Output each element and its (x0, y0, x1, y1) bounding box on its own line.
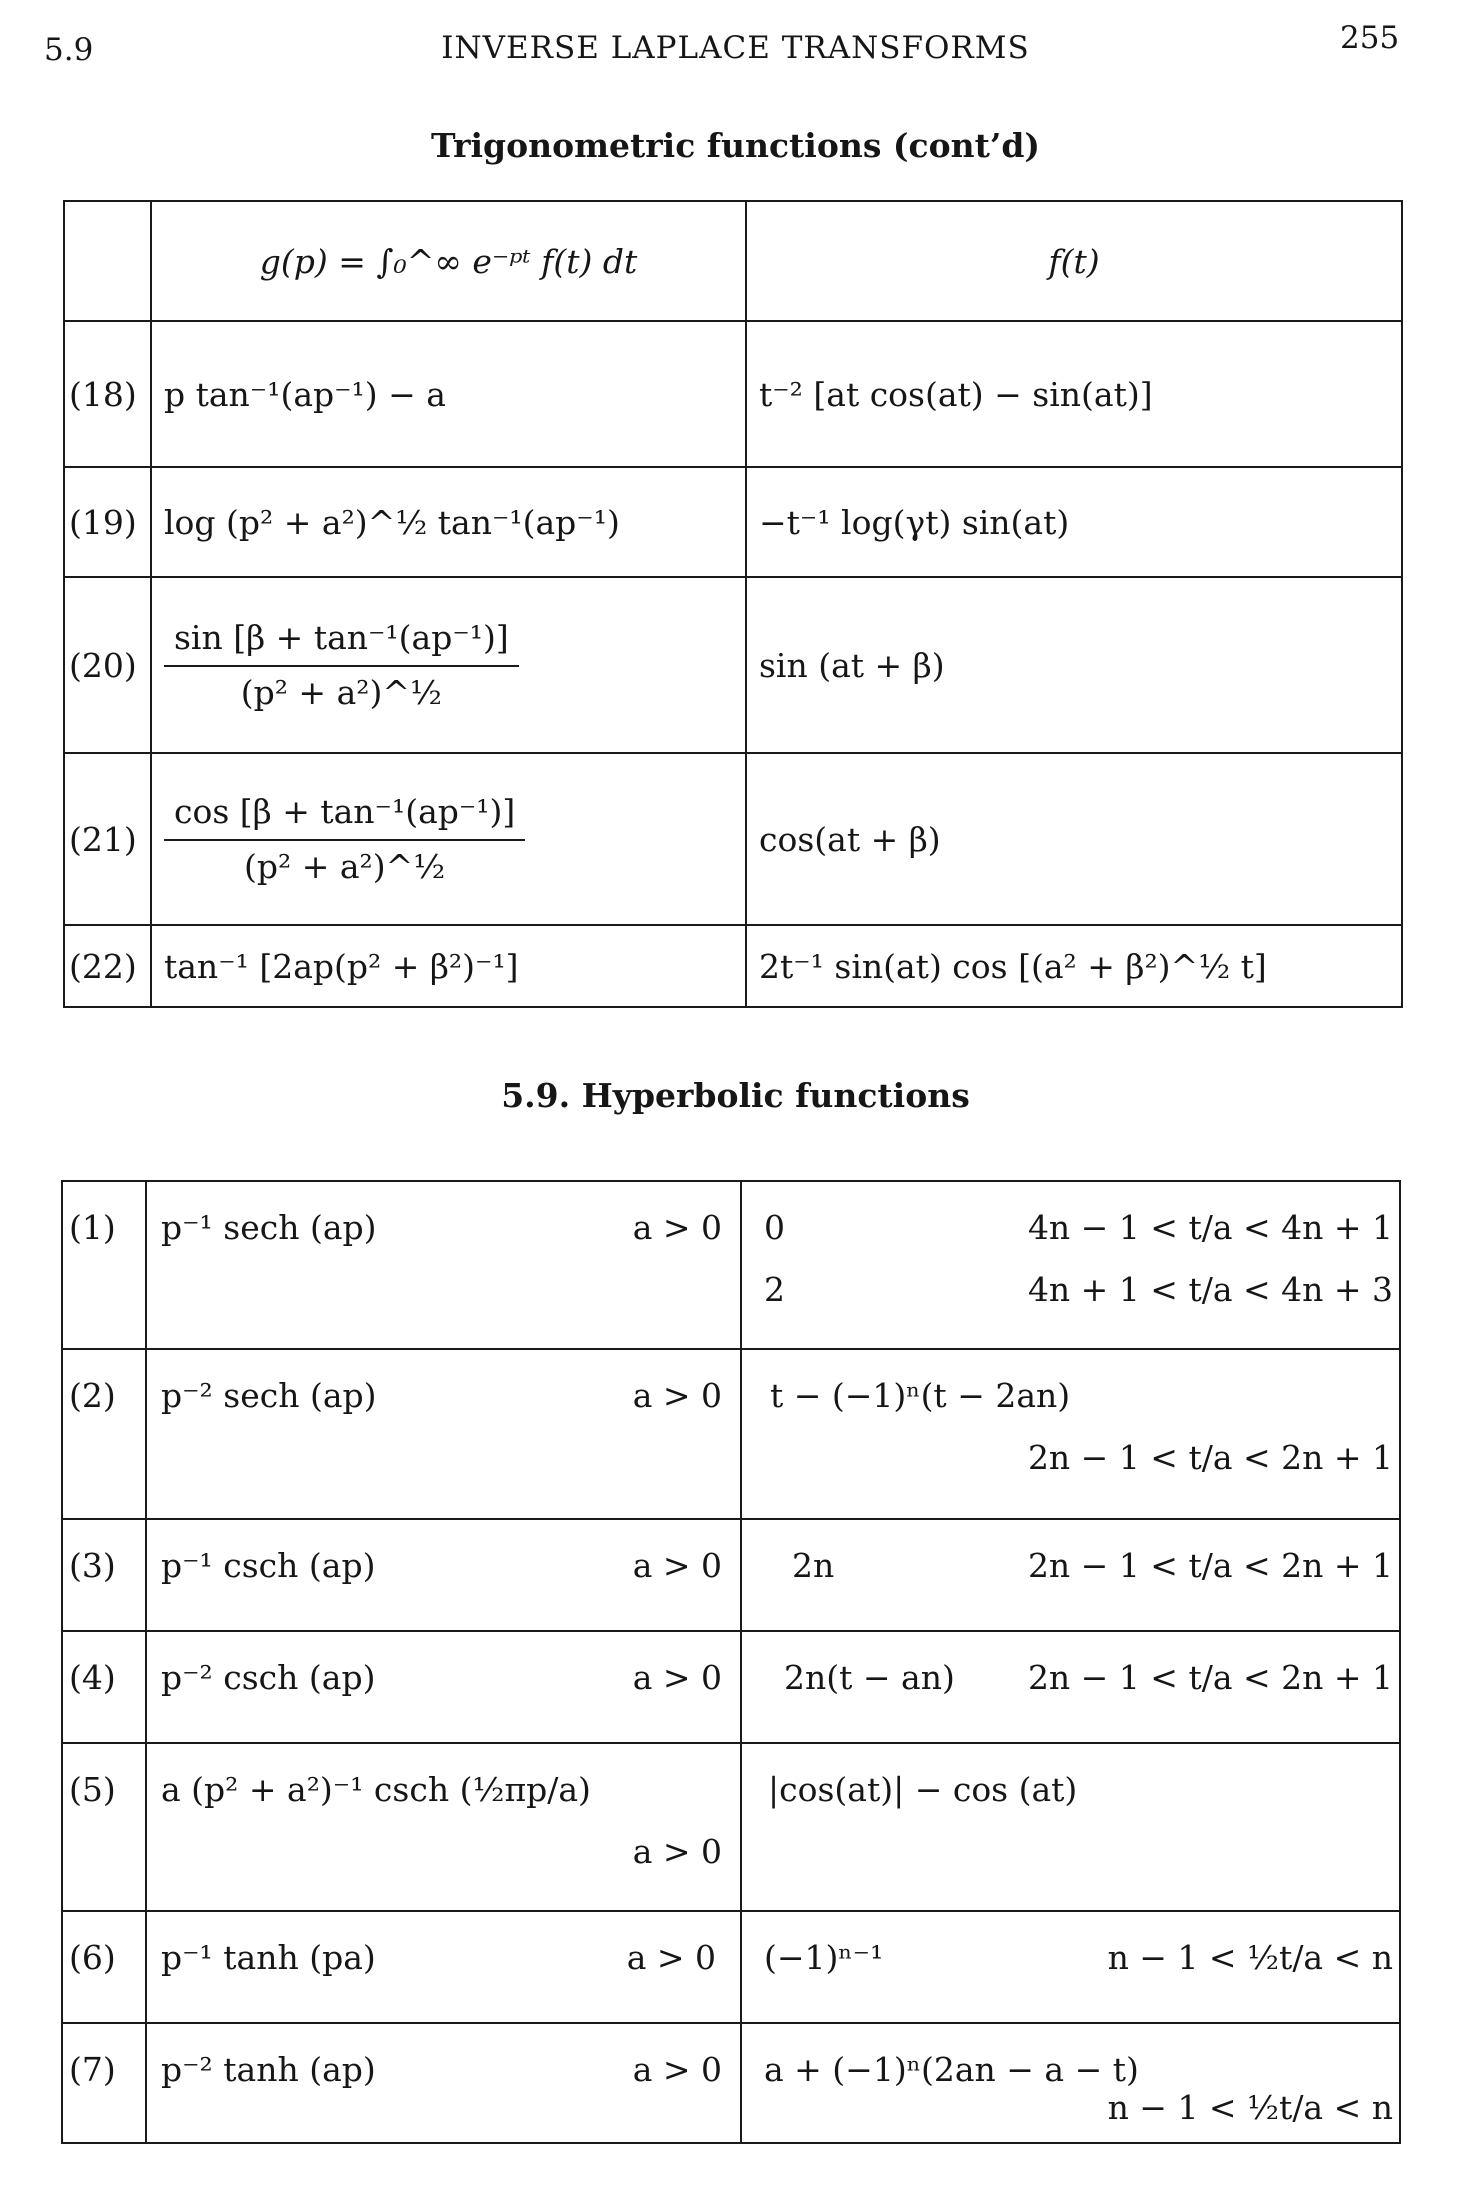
function-cell (741, 1349, 1400, 1519)
function-value-2: 2 (764, 1270, 785, 1309)
condition: a > 0 (632, 1208, 722, 1247)
row-number-cell (62, 1349, 146, 1519)
function-value: (−1)ⁿ⁻¹ (764, 1938, 884, 1977)
trig-caption: Trigonometric functions (cont’d) (430, 126, 1041, 165)
page-number: 255 (1340, 20, 1400, 56)
table-row (62, 1631, 1400, 1743)
row-number: (21) (64, 753, 151, 925)
section-number: 5.9 (44, 32, 94, 68)
value-range: 4n − 1 < t/a < 4n + 1 (1027, 1208, 1393, 1247)
transform-expr: p⁻¹ tanh (pa) (161, 1938, 376, 1977)
row-number-cell (62, 2023, 146, 2143)
transform-cell: log (p² + a²)^½ tan⁻¹(ap⁻¹) (151, 467, 746, 577)
value-range: 2n − 1 < t/a < 2n + 1 (1027, 1438, 1393, 1477)
function-cell (741, 2023, 1400, 2143)
running-title: INVERSE LAPLACE TRANSFORMS (441, 30, 1030, 66)
row-number: (1) (69, 1208, 116, 1247)
function-value: 0 (764, 1208, 785, 1247)
condition: a > 0 (632, 1546, 722, 1585)
fraction-denominator: (p² + a²)^½ (243, 847, 446, 886)
transform-cell (146, 2023, 741, 2143)
transform-cell: tan⁻¹ [2ap(p² + β²)⁻¹] (151, 925, 746, 1007)
transform-cell (146, 1631, 741, 1743)
function-cell: t⁻² [at cos(at) − sin(at)] (746, 321, 1402, 467)
value-range: n − 1 < ½t/a < n (1107, 1938, 1393, 1977)
condition: a > 0 (626, 1938, 716, 1977)
row-number: (2) (69, 1376, 116, 1415)
row-number-cell (62, 1631, 146, 1743)
transform-expr: p⁻² csch (ap) (161, 1658, 376, 1697)
row-number: (19) (64, 467, 151, 577)
function-cell: cos(at + β) (746, 753, 1402, 925)
transform-cell (146, 1349, 741, 1519)
table-row (64, 577, 1402, 753)
transform-cell: p tan⁻¹(ap⁻¹) − a (151, 321, 746, 467)
fraction-numerator: sin [β + tan⁻¹(ap⁻¹)] (164, 618, 519, 667)
function-cell (741, 1911, 1400, 2023)
fraction (164, 792, 525, 886)
function-cell (741, 1181, 1400, 1349)
transform-expr: p⁻¹ csch (ap) (161, 1546, 376, 1585)
table-row (62, 1911, 1400, 2023)
function-cell (741, 1631, 1400, 1743)
table-row (62, 1181, 1400, 1349)
row-number-cell (62, 1743, 146, 1911)
row-number-cell (62, 1519, 146, 1631)
header-g-cell: g(p) = ∫₀^∞ e⁻ᵖᵗ f(t) dt (151, 201, 746, 321)
condition: a > 0 (632, 1658, 722, 1697)
fraction (164, 618, 519, 712)
table-row (64, 753, 1402, 925)
row-number: (4) (69, 1658, 116, 1697)
hyper-table (61, 1180, 1401, 2144)
row-number-cell (62, 1181, 146, 1349)
condition: a > 0 (632, 1832, 722, 1871)
transform-cell (146, 1911, 741, 2023)
function-value: t − (−1)ⁿ(t − 2an) (770, 1376, 1071, 1415)
table-row (62, 1349, 1400, 1519)
value-range-2: 4n + 1 < t/a < 4n + 3 (1027, 1270, 1393, 1309)
hyper-caption: 5.9. Hyperbolic functions (501, 1076, 970, 1115)
row-number: (20) (64, 577, 151, 753)
table-row (64, 321, 1402, 467)
function-value: 2n(t − an) (784, 1658, 955, 1697)
header-num-cell (64, 201, 151, 321)
fraction-numerator: cos [β + tan⁻¹(ap⁻¹)] (164, 792, 525, 841)
value-range: 2n − 1 < t/a < 2n + 1 (1027, 1546, 1393, 1585)
function-cell (741, 1743, 1400, 1911)
row-number: (7) (69, 2050, 116, 2089)
function-value: a + (−1)ⁿ(2an − a − t) (764, 2050, 1139, 2089)
header-f-cell: f(t) (746, 201, 1402, 321)
transform-cell (146, 1519, 741, 1631)
function-cell: sin (at + β) (746, 577, 1402, 753)
transform-expr: p⁻¹ sech (ap) (161, 1208, 377, 1247)
function-cell: 2t⁻¹ sin(at) cos [(a² + β²)^½ t] (746, 925, 1402, 1007)
table-row (64, 925, 1402, 1007)
row-number: (3) (69, 1546, 116, 1585)
transform-expr: p⁻² tanh (ap) (161, 2050, 376, 2089)
table-row (62, 1519, 1400, 1631)
function-cell (741, 1519, 1400, 1631)
fraction-denominator: (p² + a²)^½ (240, 673, 442, 712)
function-value: |cos(at)| − cos (at) (768, 1770, 1078, 1809)
condition: a > 0 (632, 2050, 722, 2089)
value-range: 2n − 1 < t/a < 2n + 1 (1027, 1658, 1393, 1697)
table-header-row (64, 201, 1402, 321)
transform-cell (146, 1743, 741, 1911)
table-row (62, 1743, 1400, 1911)
table-row (64, 467, 1402, 577)
table-row (62, 2023, 1400, 2143)
transform-cell (151, 577, 746, 753)
transform-expr: p⁻² sech (ap) (161, 1376, 377, 1415)
function-value: 2n (792, 1546, 835, 1585)
row-number: (5) (69, 1770, 116, 1809)
function-cell: −t⁻¹ log(γt) sin(at) (746, 467, 1402, 577)
row-number: (18) (64, 321, 151, 467)
value-range: n − 1 < ½t/a < n (1107, 2088, 1393, 2127)
transform-expr: a (p² + a²)⁻¹ csch (½πp/a) (161, 1770, 591, 1809)
page-header (0, 0, 1471, 80)
condition: a > 0 (632, 1376, 722, 1415)
transform-cell (146, 1181, 741, 1349)
trig-table (63, 200, 1403, 1008)
row-number-cell (62, 1911, 146, 2023)
row-number: (6) (69, 1938, 116, 1977)
row-number: (22) (64, 925, 151, 1007)
transform-cell (151, 753, 746, 925)
